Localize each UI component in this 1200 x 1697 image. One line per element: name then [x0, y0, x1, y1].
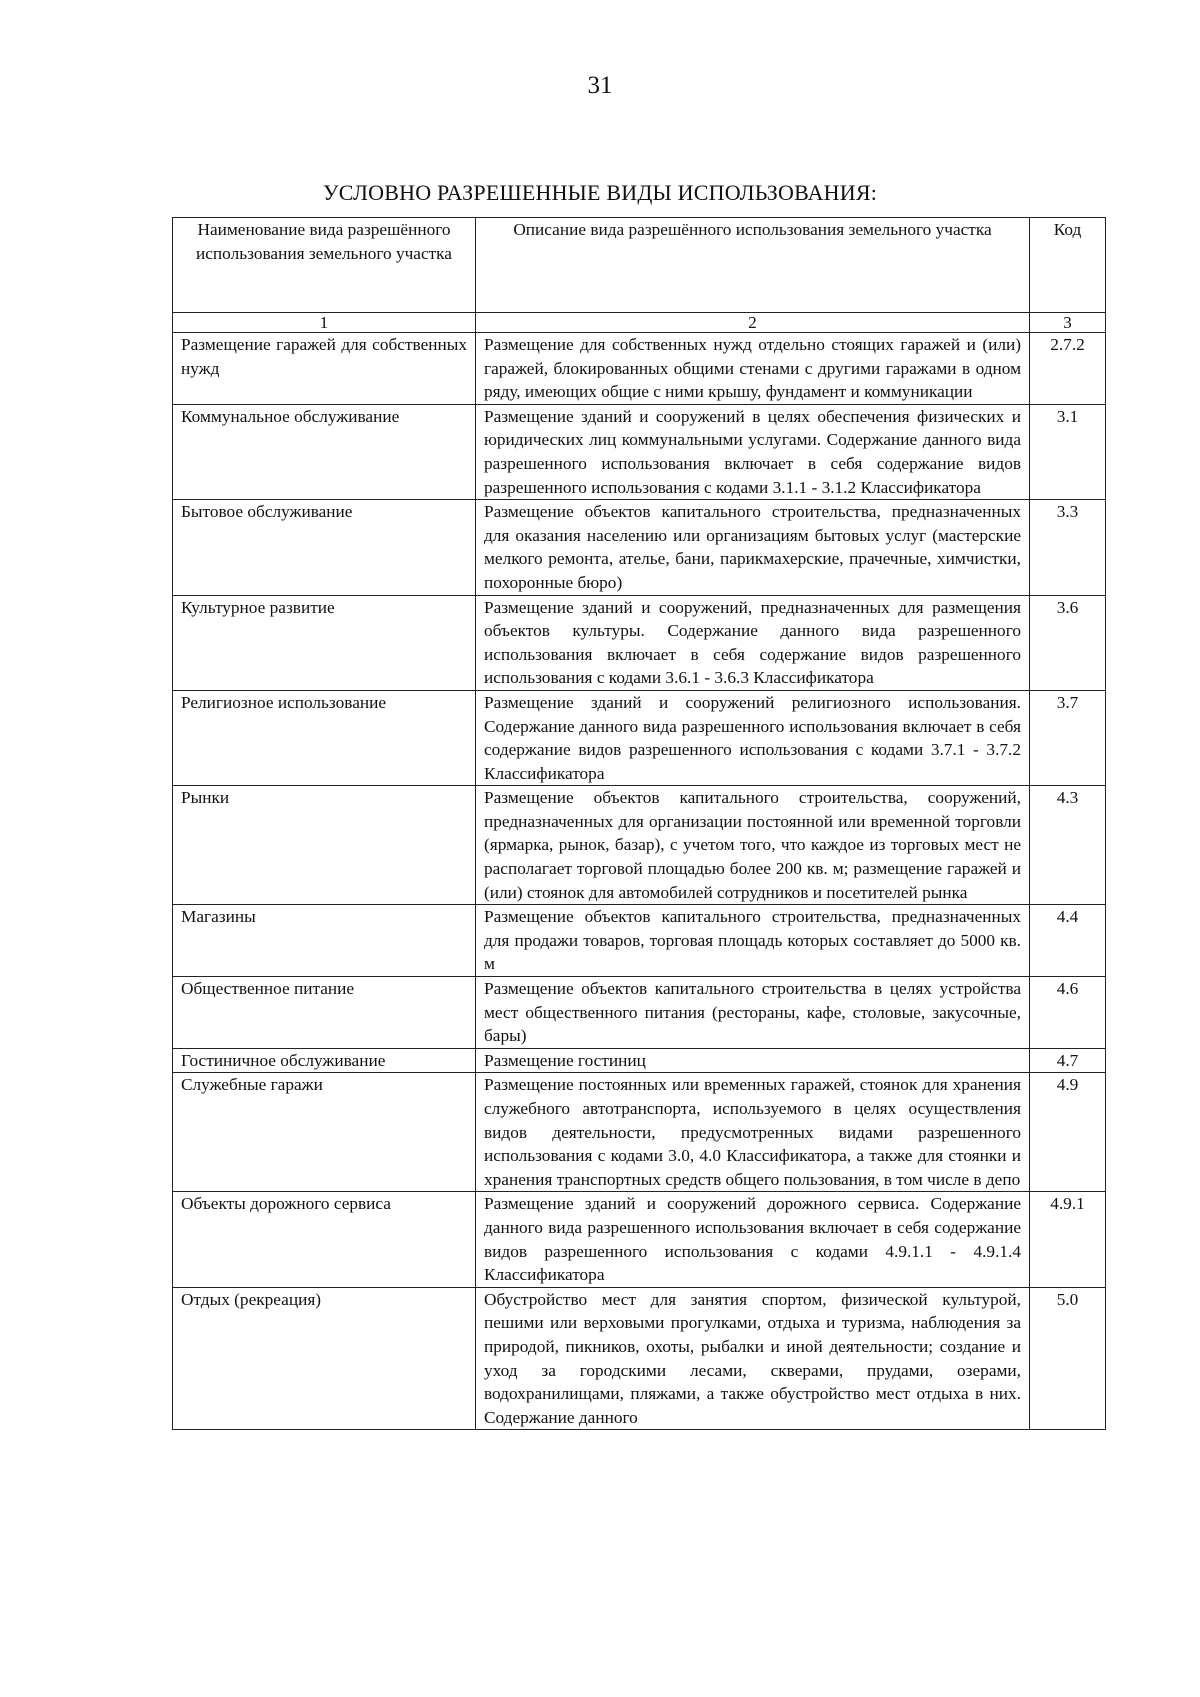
use-name: Бытовое обслуживание — [173, 500, 476, 595]
table-row — [173, 333, 1106, 405]
use-description: Размещение зданий и сооружений в целях обеспечения физических и юридических лиц коммунальными услугами. Содержание данного вида разрешенного использования включает в себя содержание видов разрешенного использования с кодами 3.1.1 - 3.1.2 Классификатора — [476, 404, 1030, 499]
use-description: Размещение постоянных или временных гаражей, стоянок для хранения служебного автотранспорта, используемого в целях осуществления видов деятельности, предусмотренных видами разрешенного использования с кодами 3.0, 4.0 Классификатора, а также для стоянки и хранения транспортных средств общего пользования, в том числе в депо — [476, 1073, 1030, 1192]
use-description: Размещение гостиниц — [476, 1048, 1030, 1073]
use-name: Объекты дорожного сервиса — [173, 1192, 476, 1287]
use-name: Религиозное использование — [173, 690, 476, 785]
use-code: 4.9.1 — [1030, 1192, 1106, 1287]
use-description: Размещение объектов капитального строительства, предназначенных для оказания населению или организациям бытовых услуг (мастерские мелкого ремонта, ателье, бани, парикмахерские, прачечные, химчистки, похоронные бюро) — [476, 500, 1030, 595]
use-code: 5.0 — [1030, 1287, 1106, 1430]
use-name: Отдых (рекреация) — [173, 1287, 476, 1430]
use-code: 3.3 — [1030, 500, 1106, 595]
table-row — [173, 1287, 1106, 1430]
use-description: Размещение объектов капитального строительства, сооружений, предназначенных для организации постоянной или временной торговли (ярмарка, рынок, базар), с учетом того, что каждое из торговых мест не располагает торговой площадью более 200 кв. м; размещение гаражей и (или) стоянок для автомобилей сотрудников и посетителей рынка — [476, 786, 1030, 905]
table-row — [173, 1192, 1106, 1287]
column-number: 3 — [1030, 313, 1106, 333]
page-number: 31 — [587, 72, 613, 99]
table-row — [173, 905, 1106, 977]
use-name: Магазины — [173, 905, 476, 977]
use-description: Размещение объектов капитального строительства в целях устройства мест общественного питания (рестораны, кафе, столовые, закусочные, бары) — [476, 977, 1030, 1049]
use-description: Размещение объектов капитального строительства, предназначенных для продажи товаров, торговая площадь которых составляет до 5000 кв. м — [476, 905, 1030, 977]
column-number: 1 — [173, 313, 476, 333]
use-description: Размещение для собственных нужд отдельно стоящих гаражей и (или) гаражей, блокированных общими стенами с другими гаражами в одном ряду, имеющих общие с ними крышу, фундамент и коммуникации — [476, 333, 1030, 405]
table-row — [173, 500, 1106, 595]
table-row — [173, 977, 1106, 1049]
use-name: Общественное питание — [173, 977, 476, 1049]
use-name: Гостиничное обслуживание — [173, 1048, 476, 1073]
table-row — [173, 404, 1106, 499]
use-code: 4.7 — [1030, 1048, 1106, 1073]
use-name: Коммунальное обслуживание — [173, 404, 476, 499]
header-description: Описание вида разрешённого использования земельного участка — [476, 218, 1030, 313]
use-code: 3.7 — [1030, 690, 1106, 785]
header-code: Код — [1030, 218, 1106, 313]
use-code: 4.4 — [1030, 905, 1106, 977]
use-description: Размещение зданий и сооружений дорожного сервиса. Содержание данного вида разрешенного использования включает в себя содержание видов разрешенного использования с кодами 4.9.1.1 - 4.9.1.4 Классификатора — [476, 1192, 1030, 1287]
use-code: 4.3 — [1030, 786, 1106, 905]
section-title: УСЛОВНО РАЗРЕШЕННЫЕ ВИДЫ ИСПОЛЬЗОВАНИЯ: — [322, 180, 878, 205]
column-number-row — [173, 313, 1106, 333]
use-description: Обустройство мест для занятия спортом, физической культурой, пешими или верховыми прогулками, отдыха и туризма, наблюдения за природой, пикников, охоты, рыбалки и иной деятельности; создание и уход за городскими лесами, скверами, прудами, озерами, водохранилищами, пляжами, а также обустройство мест отдыха в них. Содержание данного — [476, 1287, 1030, 1430]
use-code: 3.6 — [1030, 595, 1106, 690]
table-row — [173, 690, 1106, 785]
use-description: Размещение зданий и сооружений религиозного использования. Содержание данного вида разрешенного использования включает в себя содержание видов разрешенного использования с кодами 3.7.1 - 3.7.2 Классификатора — [476, 690, 1030, 785]
table-row — [173, 786, 1106, 905]
use-code: 4.6 — [1030, 977, 1106, 1049]
table-header-row — [173, 218, 1106, 313]
use-code: 2.7.2 — [1030, 333, 1106, 405]
table-row — [173, 1073, 1106, 1192]
column-number: 2 — [476, 313, 1030, 333]
use-code: 3.1 — [1030, 404, 1106, 499]
permitted-uses-table — [172, 217, 1106, 1430]
use-name: Служебные гаражи — [173, 1073, 476, 1192]
use-code: 4.9 — [1030, 1073, 1106, 1192]
use-description: Размещение зданий и сооружений, предназначенных для размещения объектов культуры. Содержание данного вида разрешенного использования включает в себя содержание видов разрешенного использования с кодами 3.6.1 - 3.6.3 Классификатора — [476, 595, 1030, 690]
table-row — [173, 1048, 1106, 1073]
use-name: Культурное развитие — [173, 595, 476, 690]
table-row — [173, 595, 1106, 690]
use-name: Рынки — [173, 786, 476, 905]
header-name: Наименование вида разрешённого использования земельного участка — [173, 218, 476, 313]
use-name: Размещение гаражей для собственных нужд — [173, 333, 476, 405]
